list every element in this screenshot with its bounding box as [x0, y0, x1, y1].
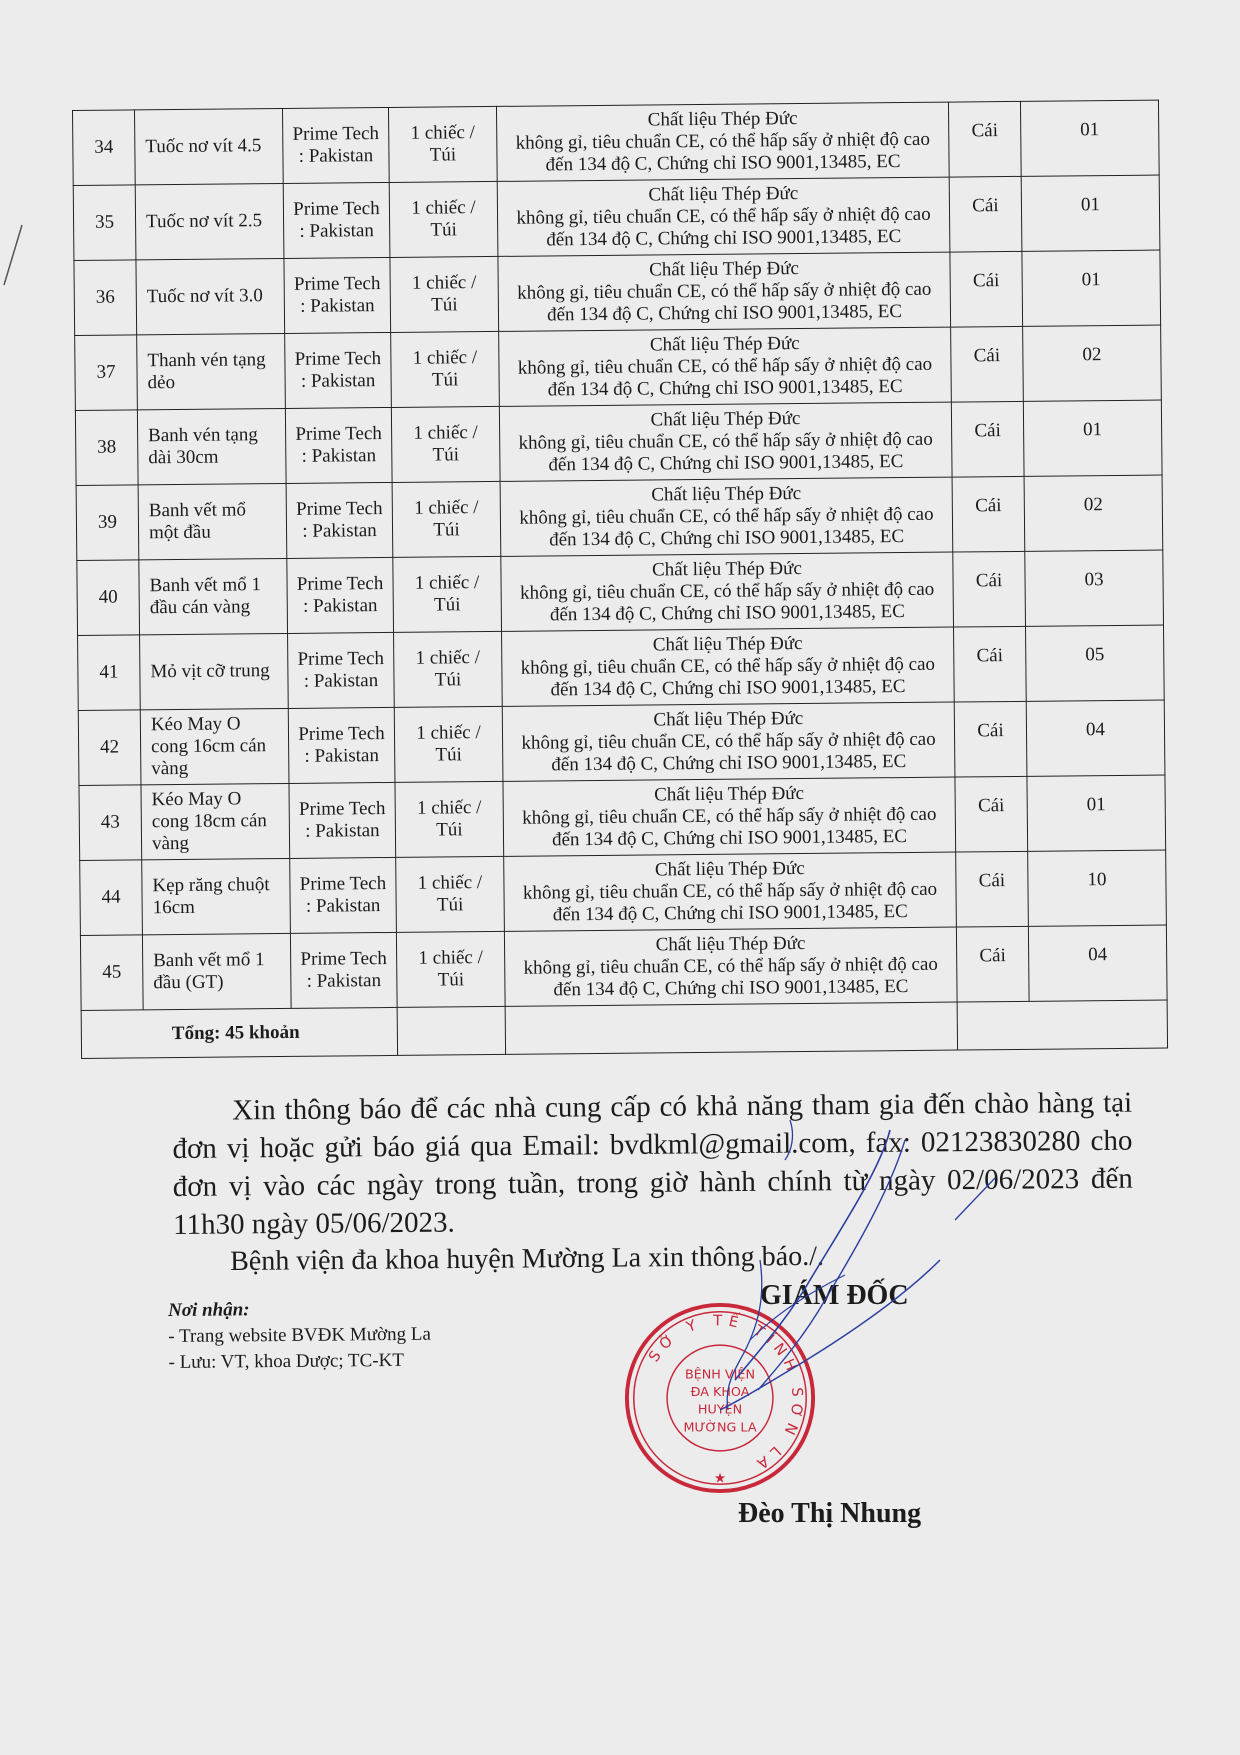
item-spec	[499, 402, 952, 481]
row-number: 45	[80, 935, 143, 1011]
item-packaging: 1 chiếc / Túi	[389, 181, 498, 257]
table-row	[79, 775, 1166, 860]
item-quantity: 03	[1025, 550, 1164, 626]
item-packaging: 1 chiếc / Túi	[396, 856, 505, 932]
row-number: 44	[80, 860, 143, 936]
spec-body: không gỉ, tiêu chuẩn CE, có thể hấp sấy ở nhiệt độ cao đến 134 độ C, Chứng chỉ ISO 9001,13485, EC	[523, 953, 938, 1001]
item-unit: Cái	[949, 176, 1022, 252]
spec-body: không gỉ, tiêu chuẩn CE, có thể hấp sấy ở nhiệt độ cao đến 134 độ C, Chứng chỉ ISO 9001,13485, EC	[522, 803, 937, 851]
row-number: 40	[77, 560, 140, 636]
item-unit: Cái	[952, 476, 1025, 552]
spec-title: Chất liệu Thép Đức	[654, 783, 805, 806]
item-unit: Cái	[954, 626, 1027, 702]
row-number: 34	[73, 110, 136, 186]
item-spec	[500, 477, 953, 556]
handwritten-signature	[640, 1110, 970, 1440]
item-unit: Cái	[955, 776, 1028, 852]
svg-text:SỞ Y TẾ TỈNH SƠN LA: SỞ Y TẾ TỈNH SƠN LA	[645, 1312, 806, 1476]
spec-body: không gỉ, tiêu chuẩn CE, có thể hấp sấy ở nhiệt độ cao đến 134 độ C, Chứng chỉ ISO 9001,13485, EC	[521, 728, 936, 776]
item-quantity: 05	[1026, 625, 1165, 701]
stamp-line: MƯỜNG LA	[683, 1420, 757, 1436]
item-brand: Prime Tech : Pakistan	[285, 332, 392, 408]
item-brand: Prime Tech : Pakistan	[285, 407, 392, 483]
item-name: Banh vết mổ 1 đầu cán vàng	[139, 558, 288, 634]
item-packaging: 1 chiếc / Túi	[396, 931, 505, 1007]
spec-title: Chất liệu Thép Đức	[652, 633, 803, 656]
item-packaging: 1 chiếc / Túi	[390, 256, 499, 332]
item-packaging: 1 chiếc / Túi	[392, 481, 501, 557]
item-spec	[502, 627, 955, 706]
item-spec	[496, 102, 949, 181]
total-empty-cell	[505, 1002, 957, 1054]
signer-name: Đèo Thị Nhung	[738, 1498, 922, 1529]
table-row	[75, 325, 1162, 410]
item-quantity: 01	[1027, 775, 1166, 851]
item-name: Tuốc nơ vít 3.0	[136, 258, 285, 334]
item-quantity: 01	[1021, 175, 1160, 251]
spec-title: Chất liệu Thép Đức	[648, 183, 799, 206]
item-packaging: 1 chiếc / Túi	[394, 706, 503, 782]
stamp-line: HUYỆN	[697, 1402, 743, 1418]
spec-title: Chất liệu Thép Đức	[651, 558, 802, 581]
spec-title: Chất liệu Thép Đức	[650, 408, 801, 431]
item-quantity: 02	[1023, 325, 1162, 401]
item-name: Mỏ vịt cỡ trung	[140, 633, 289, 709]
spec-body: không gỉ, tiêu chuẩn CE, có thể hấp sấy ở nhiệt độ cao đến 134 độ C, Chứng chỉ ISO 9001,13485, EC	[519, 503, 934, 551]
spec-title: Chất liệu Thép Đức	[651, 483, 802, 506]
item-name: Banh vén tạng dài 30cm	[137, 408, 286, 484]
spec-title: Chất liệu Thép Đức	[649, 258, 800, 281]
item-packaging: 1 chiếc / Túi	[393, 556, 502, 632]
item-brand: Prime Tech : Pakistan	[287, 557, 394, 633]
table-row	[74, 250, 1161, 335]
item-spec	[499, 327, 952, 406]
spec-title: Chất liệu Thép Đức	[647, 108, 798, 131]
table-row	[78, 700, 1165, 785]
item-spec	[502, 702, 955, 781]
item-brand: Prime Tech : Pakistan	[283, 182, 390, 258]
item-name: Kéo May O cong 18cm cán vàng	[141, 783, 290, 859]
item-unit: Cái	[948, 101, 1021, 177]
spec-body: không gỉ, tiêu chuẩn CE, có thể hấp sấy ở nhiệt độ cao đến 134 độ C, Chứng chỉ ISO 9001,13485, EC	[517, 278, 932, 326]
closing-line: Bệnh viện đa khoa huyện Mường La xin thông báo./.	[230, 1240, 825, 1277]
item-quantity: 04	[1028, 925, 1167, 1001]
item-brand: Prime Tech : Pakistan	[290, 932, 397, 1008]
item-quantity: 10	[1028, 850, 1167, 926]
recipient-item: - Trang website BVĐK Mường La	[168, 1323, 432, 1347]
total-empty-cell	[397, 1006, 505, 1055]
item-name: Thanh vén tạng dẻo	[137, 333, 286, 409]
table-row	[76, 475, 1163, 560]
item-quantity: 01	[1023, 400, 1162, 476]
item-unit: Cái	[951, 401, 1024, 477]
item-brand: Prime Tech : Pakistan	[288, 707, 395, 783]
item-quantity: 01	[1022, 250, 1161, 326]
spec-title: Chất liệu Thép Đức	[655, 932, 806, 956]
table-row	[75, 400, 1162, 485]
spec-title: Chất liệu Thép Đức	[649, 333, 800, 356]
spec-body: không gỉ, tiêu chuẩn CE, có thể hấp sấy ở nhiệt độ cao đến 134 độ C, Chứng chỉ ISO 9001,13485, EC	[516, 203, 931, 251]
table-row	[73, 100, 1160, 185]
spec-body: không gỉ, tiêu chuẩn CE, có thể hấp sấy ở nhiệt độ cao đến 134 độ C, Chứng chỉ ISO 9001,13485, EC	[515, 128, 931, 176]
item-packaging: 1 chiếc / Túi	[391, 406, 500, 482]
spec-body: không gỉ, tiêu chuẩn CE, có thể hấp sấy ở nhiệt độ cao đến 134 độ C, Chứng chỉ ISO 9001,13485, EC	[517, 353, 933, 401]
equipment-table	[72, 100, 1168, 1059]
item-unit: Cái	[956, 926, 1029, 1002]
spec-body: không gỉ, tiêu chuẩn CE, có thể hấp sấy ở nhiệt độ cao đến 134 độ C, Chứng chỉ ISO 9001,13485, EC	[519, 578, 935, 626]
item-brand: Prime Tech : Pakistan	[288, 632, 395, 708]
scan-artifact	[0, 220, 30, 290]
item-unit: Cái	[956, 851, 1029, 927]
row-number: 39	[76, 485, 139, 561]
item-spec	[504, 852, 957, 931]
item-spec	[501, 552, 954, 631]
recipients-title: Nơi nhận:	[168, 1299, 250, 1321]
item-packaging: 1 chiếc / Túi	[388, 106, 497, 182]
total-empty-cell	[957, 1000, 1167, 1050]
spec-body: không gỉ, tiêu chuẩn CE, có thể hấp sấy ở nhiệt độ cao đến 134 độ C, Chứng chỉ ISO 9001,13485, EC	[522, 878, 938, 926]
item-quantity: 04	[1026, 700, 1165, 776]
item-packaging: 1 chiếc / Túi	[391, 331, 500, 407]
item-packaging: 1 chiếc / Túi	[394, 631, 503, 707]
row-number: 43	[79, 785, 142, 861]
spec-body: không gỉ, tiêu chuẩn CE, có thể hấp sấy ở nhiệt độ cao đến 134 độ C, Chứng chỉ ISO 9001,13485, EC	[520, 653, 936, 701]
spec-title: Chất liệu Thép Đức	[654, 858, 805, 881]
item-quantity: 02	[1024, 475, 1163, 551]
item-name: Tuốc nơ vít 2.5	[135, 183, 284, 259]
table-row	[80, 850, 1167, 935]
table-row	[80, 925, 1167, 1010]
row-number: 42	[78, 710, 141, 786]
stamp-line: ĐA KHOA	[690, 1385, 750, 1401]
item-brand: Prime Tech : Pakistan	[284, 257, 391, 333]
spec-body: không gỉ, tiêu chuẩn CE, có thể hấp sấy ở nhiệt độ cao đến 134 độ C, Chứng chỉ ISO 9001,13485, EC	[518, 428, 933, 476]
total-label: Tổng: 45 khoản	[81, 1007, 397, 1058]
item-name: Tuốc nơ vít 4.5	[135, 108, 284, 184]
table-row	[78, 625, 1165, 710]
item-unit: Cái	[953, 551, 1026, 627]
spec-title: Chất liệu Thép Đức	[653, 708, 804, 731]
item-unit: Cái	[951, 326, 1024, 402]
director-title: GIÁM ĐỐC	[760, 1280, 909, 1311]
row-number: 36	[74, 260, 137, 336]
item-packaging: 1 chiếc / Túi	[395, 781, 504, 857]
recipient-item: - Lưu: VT, khoa Dược; TC-KT	[168, 1349, 405, 1373]
item-unit: Cái	[954, 701, 1027, 777]
item-brand: Prime Tech : Pakistan	[282, 107, 389, 183]
row-number: 37	[75, 335, 138, 411]
item-spec	[498, 252, 951, 331]
row-number: 38	[75, 410, 138, 486]
item-brand: Prime Tech : Pakistan	[286, 482, 393, 558]
item-spec	[503, 777, 956, 856]
table-row	[77, 550, 1164, 635]
scan-artifact	[950, 1176, 1000, 1222]
item-brand: Prime Tech : Pakistan	[290, 857, 397, 933]
item-spec	[497, 177, 950, 256]
recipients-block	[168, 1296, 431, 1376]
item-quantity: 01	[1020, 100, 1159, 176]
row-number: 35	[73, 185, 136, 261]
svg-text:★: ★	[713, 1470, 727, 1487]
item-name: Banh vết mổ một đầu	[138, 483, 287, 559]
item-spec	[504, 927, 957, 1006]
total-row	[81, 1000, 1167, 1058]
item-unit: Cái	[950, 251, 1023, 327]
item-name: Kéo May O cong 16cm cán vàng	[140, 708, 289, 784]
row-number: 41	[78, 635, 141, 711]
item-name: Kẹp răng chuột 16cm	[142, 858, 291, 934]
item-brand: Prime Tech : Pakistan	[289, 782, 396, 858]
item-name: Banh vết mổ 1 đầu (GT)	[142, 933, 291, 1009]
stamp-line: BỆNH VIỆN	[685, 1367, 755, 1383]
notice-paragraph: Xin thông báo để các nhà cung cấp có khả năng tham gia đến chào hàng tại đơn vị hoặc gửi báo giá qua Email: bvdkml@gmail.com, fax: 02123830280 cho đơn vị vào các ngày trong tuần, trong giờ hành chính từ ngày 02/06/2023 đến 11h30 ngày 05/06/2023.	[172, 1086, 1133, 1241]
table-row	[73, 175, 1160, 260]
